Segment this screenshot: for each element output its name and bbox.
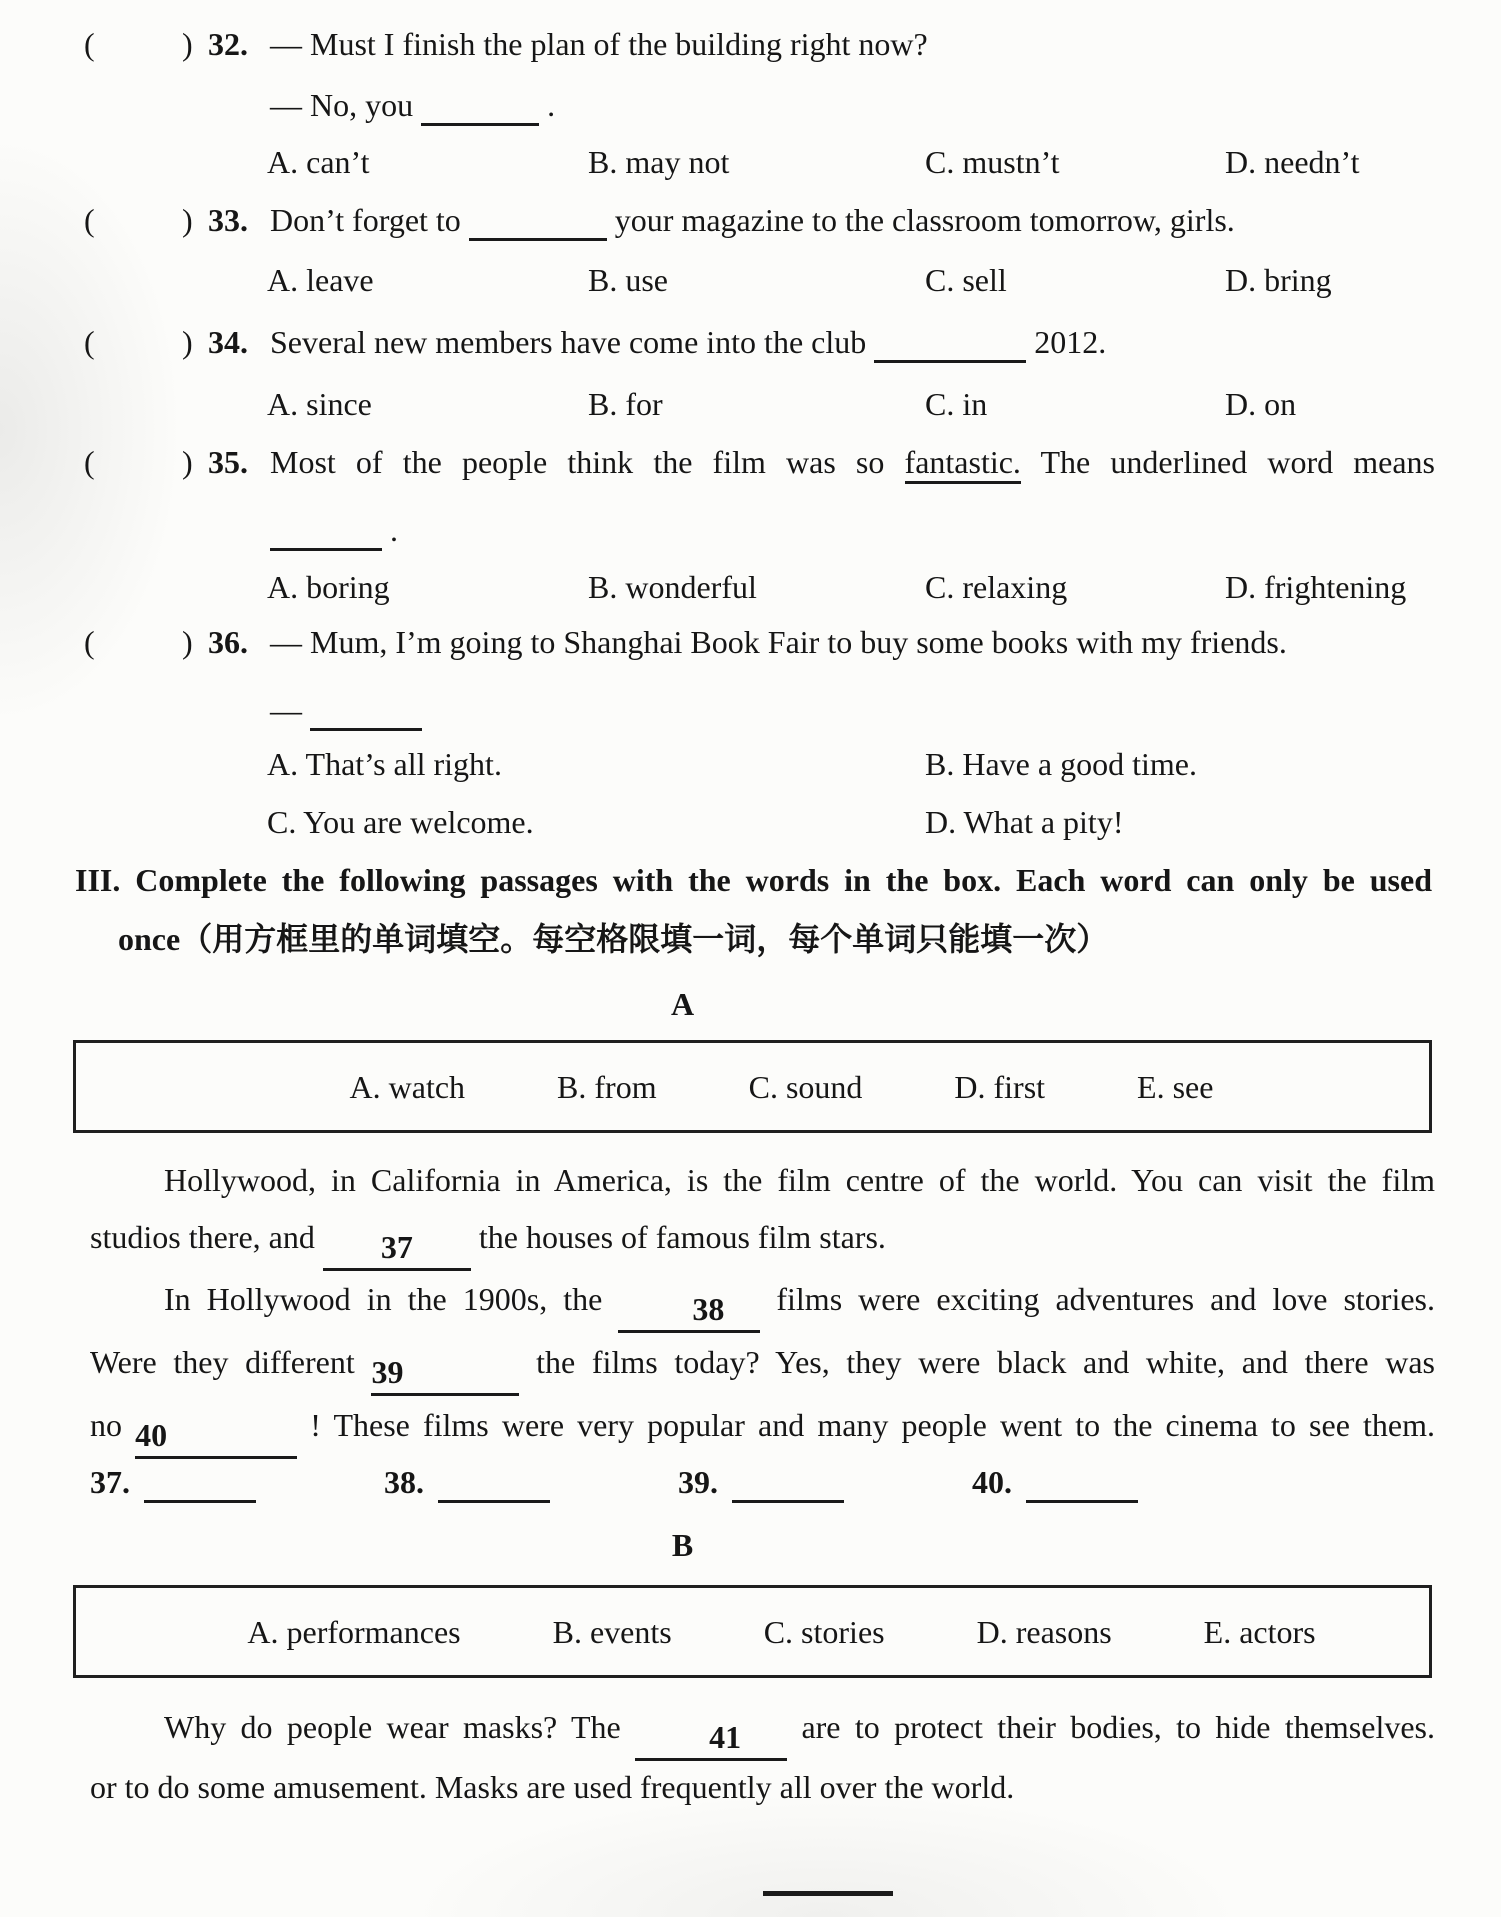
word-box-b-word-b: B. events (552, 1613, 672, 1650)
q36-option-d: D. What a pity! (925, 804, 1124, 840)
q32-option-a: A. can’t (267, 144, 370, 180)
answer-blank (144, 1461, 256, 1503)
open-paren: ( (84, 444, 95, 480)
answer-number: 40. (972, 1464, 1012, 1500)
close-paren: ) (182, 444, 193, 480)
blank-37: 37 (323, 1229, 471, 1271)
text: — (270, 692, 310, 728)
text: films were exciting adventures and love stories. (760, 1281, 1436, 1317)
answer-slot-40 (972, 1460, 1138, 1504)
answer-slot-37 (90, 1460, 256, 1504)
fill-in-blank (874, 321, 1026, 363)
open-paren: ( (84, 324, 95, 360)
word-box-b-word-a: A. performances (247, 1613, 461, 1650)
question-text (270, 440, 1435, 484)
close-paren: ) (182, 624, 193, 660)
q36-option-c: C. You are welcome. (267, 804, 534, 840)
q34-option-a: A. since (267, 386, 372, 422)
text: — Must I finish the plan of the building right now? (270, 26, 928, 62)
blank-38: 38 (618, 1291, 760, 1333)
word-box-b-word-d: D. reasons (976, 1613, 1112, 1650)
word-box-a-word-e: E. see (1137, 1068, 1214, 1105)
text: or to do some amusement. Masks are used frequently all over the world. (90, 1769, 1015, 1805)
passage-a-line-1 (90, 1158, 1435, 1202)
text: the houses of famous film stars. (470, 1219, 886, 1255)
word-box-b-word-e: E. actors (1203, 1613, 1316, 1650)
passage-a-line-2 (90, 1215, 1435, 1271)
question-text (270, 198, 1235, 242)
q34-option-b: B. for (588, 386, 663, 422)
fill-in-blank (421, 84, 539, 126)
close-paren: ) (182, 26, 193, 62)
text: 2012. (1026, 324, 1107, 360)
text: — Mum, I’m going to Shanghai Book Fair to buy some books with my friends. (270, 624, 1287, 660)
question-text (270, 508, 398, 552)
section3-heading-en: III. Complete the following passages with the words in the box. Each word can only be used (75, 862, 1432, 898)
question-number: 32. (208, 26, 248, 62)
q33-option-d: D. bring (1225, 262, 1332, 298)
part-b-label: B (671, 1527, 694, 1563)
word-box-b-word-c: C. stories (763, 1613, 885, 1650)
q35-option-b: B. wonderful (588, 569, 757, 605)
q32-option-d: D. needn’t (1225, 144, 1360, 180)
word-box-a-word-d: D. first (954, 1068, 1046, 1105)
question-text (270, 320, 1106, 364)
question-number: 36. (208, 624, 248, 660)
word-box-b (73, 1585, 1432, 1678)
q33-option-b: B. use (588, 262, 668, 298)
open-paren: ( (84, 624, 95, 660)
question-text (270, 83, 555, 127)
part-a-label: A (670, 986, 695, 1022)
q33-option-c: C. sell (925, 262, 1007, 298)
text: Why do people wear masks? The (164, 1709, 636, 1745)
answer-blank (732, 1461, 844, 1503)
close-paren: ) (182, 324, 193, 360)
word-box-a-word-a: A. watch (349, 1068, 466, 1105)
section3-heading-cn: once（用方框里的单词填空。每空格限填一词，每个单词只能填一次） (118, 921, 1109, 957)
text: ! These films were very popular and many people went to the cinema to see them. (297, 1407, 1436, 1443)
q32-option-b: B. may not (588, 144, 730, 180)
text: are to protect their bodies, to hide themselves. (787, 1709, 1436, 1745)
q36-option-a: A. That’s all right. (267, 746, 502, 782)
word-box-a (73, 1040, 1432, 1133)
text: no (90, 1407, 136, 1443)
answer-blank (438, 1461, 550, 1503)
text: In Hollywood in the 1900s, the (164, 1281, 619, 1317)
text: Don’t forget to (270, 202, 469, 238)
open-paren: ( (84, 26, 95, 62)
passage-a-line-5 (90, 1403, 1435, 1459)
question-number: 35. (208, 444, 248, 480)
blank-40: 40 (135, 1417, 297, 1459)
answer-slot-39 (678, 1460, 844, 1504)
text: — No, you (270, 87, 422, 123)
text: . (539, 87, 556, 123)
q35-option-c: C. relaxing (925, 569, 1068, 605)
blank-41: 41 (635, 1719, 787, 1761)
q32-option-c: C. mustn’t (925, 144, 1060, 180)
answer-number: 38. (384, 1464, 424, 1500)
blank-39: 39 (371, 1354, 519, 1396)
q34-option-d: D. on (1225, 386, 1297, 422)
text: Were they different (90, 1344, 372, 1380)
fill-in-blank (310, 689, 422, 731)
question-text (270, 22, 928, 66)
question-text (270, 620, 1287, 664)
text: Several new members have come into the club (270, 324, 875, 360)
passage-a-line-3 (90, 1277, 1435, 1333)
question-text (270, 688, 422, 732)
answer-number: 37. (90, 1464, 130, 1500)
text: the films today? Yes, they were black and white, and there was (519, 1344, 1436, 1380)
q33-option-a: A. leave (267, 262, 374, 298)
text: The underlined word means (1020, 444, 1436, 480)
q34-option-c: C. in (925, 386, 988, 422)
close-paren: ) (182, 202, 193, 238)
passage-a-line-4 (90, 1340, 1435, 1396)
passage-b-line-1 (90, 1705, 1435, 1761)
underlined-word: fantastic. (905, 444, 1021, 484)
q35-option-d: D. frightening (1225, 569, 1407, 605)
text: . (382, 512, 398, 548)
question-number: 34. (208, 324, 248, 360)
q36-option-b: B. Have a good time. (925, 746, 1197, 782)
word-box-a-word-b: B. from (557, 1068, 657, 1105)
text: Most of the people think the film was so (270, 444, 905, 480)
fill-in-blank (270, 509, 382, 551)
text: Hollywood, in California in America, is the film centre of the world. You can visit the film (164, 1162, 1435, 1198)
fill-in-blank (469, 199, 607, 241)
q35-option-a: A. boring (267, 569, 390, 605)
page-bottom-mark (763, 1891, 893, 1896)
answer-slot-38 (384, 1460, 550, 1504)
text: studios there, and (90, 1219, 323, 1255)
question-number: 33. (208, 202, 248, 238)
text: your magazine to the classroom tomorrow, girls. (606, 202, 1235, 238)
word-box-a-word-c: C. sound (748, 1068, 863, 1105)
passage-b-line-2 (90, 1765, 1435, 1809)
answer-blank (1026, 1461, 1138, 1503)
answer-number: 39. (678, 1464, 718, 1500)
open-paren: ( (84, 202, 95, 238)
